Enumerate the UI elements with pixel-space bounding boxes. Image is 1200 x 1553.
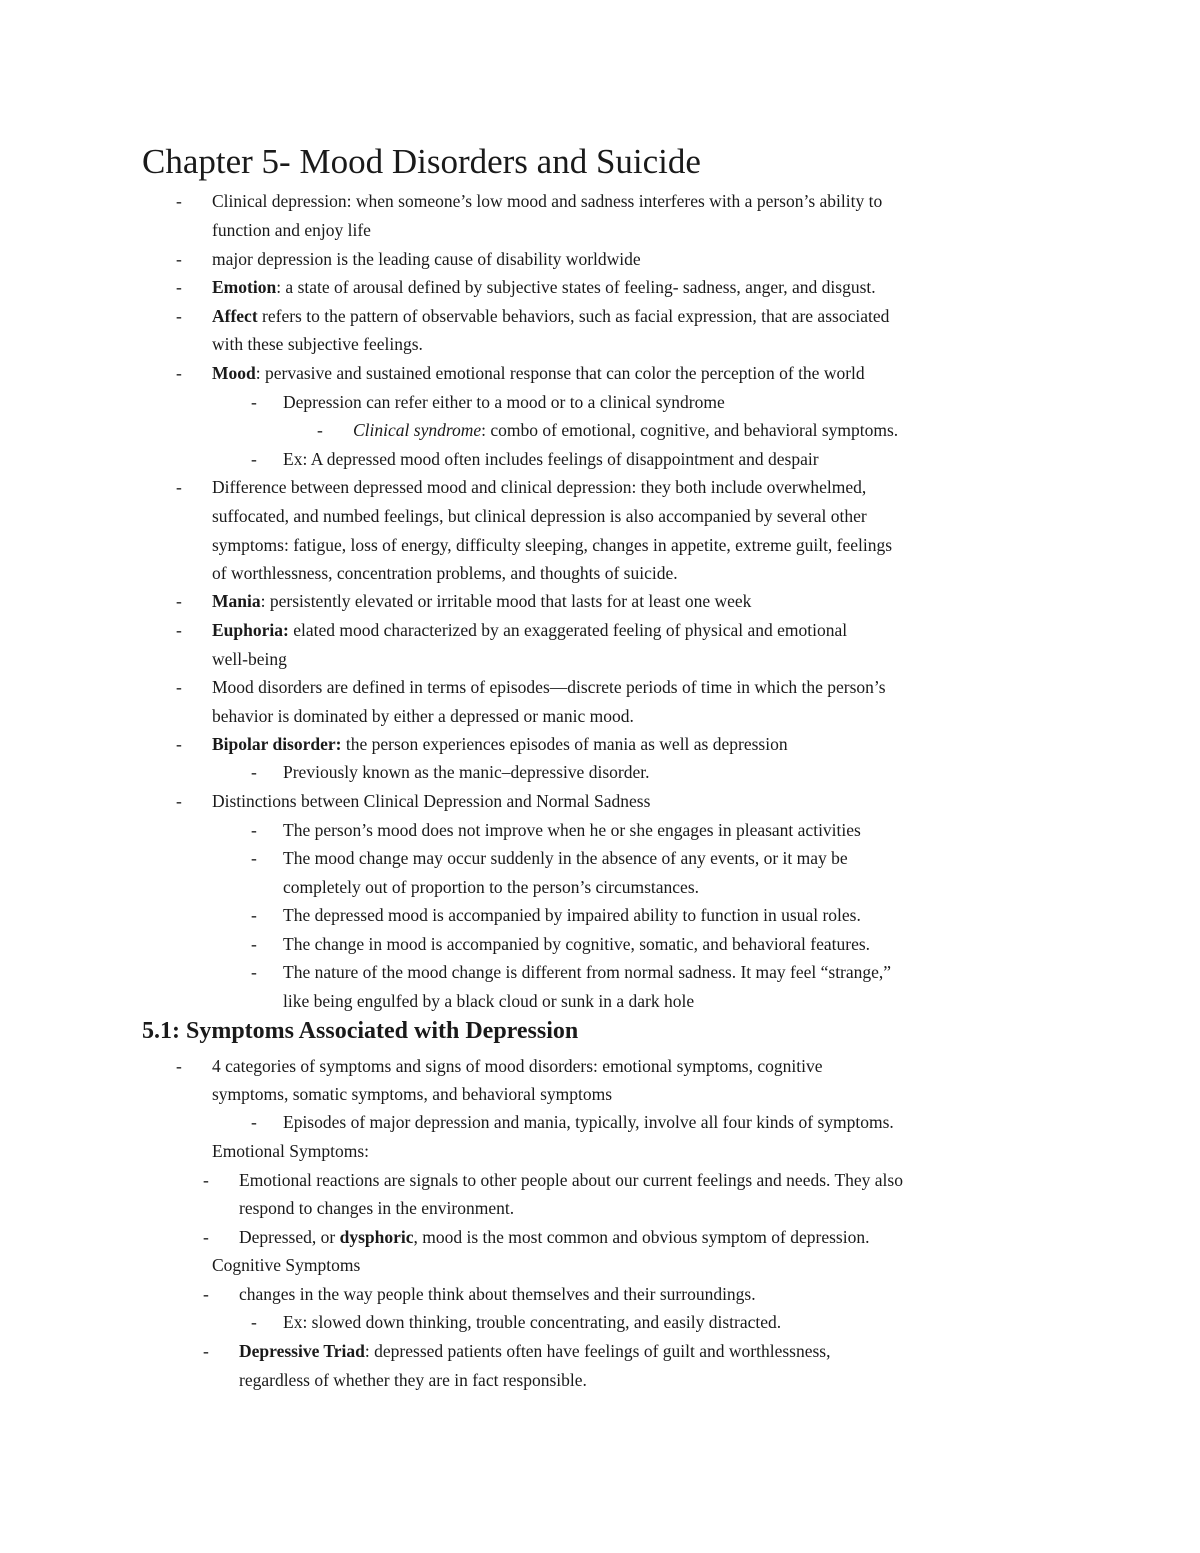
term-emotion: Emotion <box>212 277 277 297</box>
bullet-dash: - <box>203 1284 209 1304</box>
list-item <box>212 273 1062 302</box>
bullet-dash: - <box>203 1227 209 1247</box>
bullet-dash: - <box>176 620 182 640</box>
definition-text: elated mood characterized by an exaggerated feeling of physical and emotional <box>288 620 848 640</box>
bullet-dash: - <box>251 449 257 469</box>
list-item: 4 categories of symptoms and signs of mood disorders: emotional symptoms, cognitive <box>212 1056 823 1076</box>
chapter-title: Chapter 5- Mood Disorders and Suicide <box>142 142 701 181</box>
list-item-continuation: symptoms, somatic symptoms, and behavioral symptoms <box>212 1084 613 1104</box>
definition-text: the person experiences episodes of mania as well as depression <box>341 734 788 754</box>
bullet-dash: - <box>251 392 257 412</box>
list-item <box>239 1223 1089 1252</box>
term-euphoria: Euphoria: <box>212 620 289 640</box>
list-item-continuation: with these subjective feelings. <box>212 334 423 354</box>
bullet-dash: - <box>176 277 182 297</box>
bullet-dash: - <box>176 477 182 497</box>
definition-text: , mood is the most common and obvious symptom of depression. <box>413 1227 870 1247</box>
list-item <box>212 302 1062 331</box>
sub-list-item: Ex: slowed down thinking, trouble concentrating, and easily distracted. <box>283 1312 782 1332</box>
sub-list-item: Depression can refer either to a mood or to a clinical syndrome <box>283 392 725 412</box>
sub-list-item-continuation: completely out of proportion to the person’s circumstances. <box>283 877 700 897</box>
term-depressive-triad: Depressive Triad <box>239 1341 365 1361</box>
bullet-dash: - <box>176 791 182 811</box>
list-item <box>212 730 1062 759</box>
sub-list-item: The depressed mood is accompanied by impaired ability to function in usual roles. <box>283 905 861 925</box>
list-item: Clinical depression: when someone’s low mood and sadness interferes with a person’s ability to <box>212 191 883 211</box>
bullet-dash: - <box>251 820 257 840</box>
bullet-dash: - <box>251 762 257 782</box>
definition-text: : depressed patients often have feelings of guilt and worthlessness, <box>364 1341 831 1361</box>
list-item-continuation: function and enjoy life <box>212 220 371 240</box>
sub-list-item: The person’s mood does not improve when he or she engages in pleasant activities <box>283 820 861 840</box>
sub-list-item: The change in mood is accompanied by cognitive, somatic, and behavioral features. <box>283 934 871 954</box>
list-item-continuation: symptoms: fatigue, loss of energy, difficulty sleeping, changes in appetite, extreme guilt, feelings <box>212 535 893 555</box>
list-item <box>212 587 1062 616</box>
list-item: Emotional reactions are signals to other people about our current feelings and needs. They also <box>239 1170 903 1190</box>
bullet-dash: - <box>251 1312 257 1332</box>
list-item-continuation: respond to changes in the environment. <box>239 1198 515 1218</box>
sub-list-item: Episodes of major depression and mania, typically, involve all four kinds of symptoms. <box>283 1112 894 1132</box>
bullet-dash: - <box>176 363 182 383</box>
bullet-dash: - <box>203 1341 209 1361</box>
list-item-continuation: suffocated, and numbed feelings, but clinical depression is also accompanied by several other <box>212 506 867 526</box>
bullet-dash: - <box>251 934 257 954</box>
definition-text: : combo of emotional, cognitive, and behavioral symptoms. <box>481 420 899 440</box>
list-item <box>212 616 1062 645</box>
definition-text: : pervasive and sustained emotional response that can color the perception of the world <box>255 363 865 383</box>
list-item: Mood disorders are defined in terms of episodes—discrete periods of time in which the person’s <box>212 677 886 697</box>
sub-list-item: Previously known as the manic–depressive disorder. <box>283 762 650 782</box>
list-item <box>212 359 1062 388</box>
bullet-dash: - <box>176 591 182 611</box>
list-item: major depression is the leading cause of disability worldwide <box>212 249 641 269</box>
lead-text: Depressed, or <box>239 1227 340 1247</box>
term-mood: Mood <box>212 363 256 383</box>
subsection-label: Cognitive Symptoms <box>212 1255 361 1275</box>
section-heading: 5.1: Symptoms Associated with Depression <box>142 1018 579 1044</box>
bullet-dash: - <box>251 905 257 925</box>
bullet-dash: - <box>176 734 182 754</box>
sub-list-item-continuation: like being engulfed by a black cloud or sunk in a dark hole <box>283 991 695 1011</box>
term-bipolar-disorder: Bipolar disorder: <box>212 734 342 754</box>
bullet-dash: - <box>251 1112 257 1132</box>
term-affect: Affect <box>212 306 258 326</box>
sub-list-item: Ex: A depressed mood often includes feelings of disappointment and despair <box>283 449 819 469</box>
definition-text: : a state of arousal defined by subjective states of feeling- sadness, anger, and disgust. <box>276 277 876 297</box>
term-dysphoric: dysphoric <box>339 1227 414 1247</box>
list-item: Difference between depressed mood and clinical depression: they both include overwhelmed, <box>212 477 867 497</box>
sub-sub-list-item <box>353 416 1200 445</box>
list-item <box>239 1337 1089 1366</box>
definition-text: : persistently elevated or irritable mood that lasts for at least one week <box>260 591 752 611</box>
list-item: changes in the way people think about themselves and their surroundings. <box>239 1284 756 1304</box>
bullet-dash: - <box>176 249 182 269</box>
list-item-continuation: regardless of whether they are in fact responsible. <box>239 1370 587 1390</box>
list-item-continuation: behavior is dominated by either a depressed or manic mood. <box>212 706 634 726</box>
bullet-dash: - <box>251 848 257 868</box>
list-item-continuation: of worthlessness, concentration problems, and thoughts of suicide. <box>212 563 678 583</box>
bullet-dash: - <box>176 677 182 697</box>
list-item-continuation: well-being <box>212 649 287 669</box>
bullet-dash: - <box>317 420 323 440</box>
definition-text: refers to the pattern of observable behaviors, such as facial expression, that are associated <box>257 306 890 326</box>
term-mania: Mania <box>212 591 261 611</box>
bullet-dash: - <box>203 1170 209 1190</box>
bullet-dash: - <box>251 962 257 982</box>
list-item: Distinctions between Clinical Depression and Normal Sadness <box>212 791 651 811</box>
bullet-dash: - <box>176 191 182 211</box>
bullet-dash: - <box>176 306 182 326</box>
subsection-label: Emotional Symptoms: <box>212 1141 370 1161</box>
sub-list-item: The mood change may occur suddenly in the absence of any events, or it may be <box>283 848 848 868</box>
sub-list-item: The nature of the mood change is different from normal sadness. It may feel “strange,” <box>283 962 892 982</box>
term-clinical-syndrome: Clinical syndrome <box>353 420 482 440</box>
bullet-dash: - <box>176 1056 182 1076</box>
